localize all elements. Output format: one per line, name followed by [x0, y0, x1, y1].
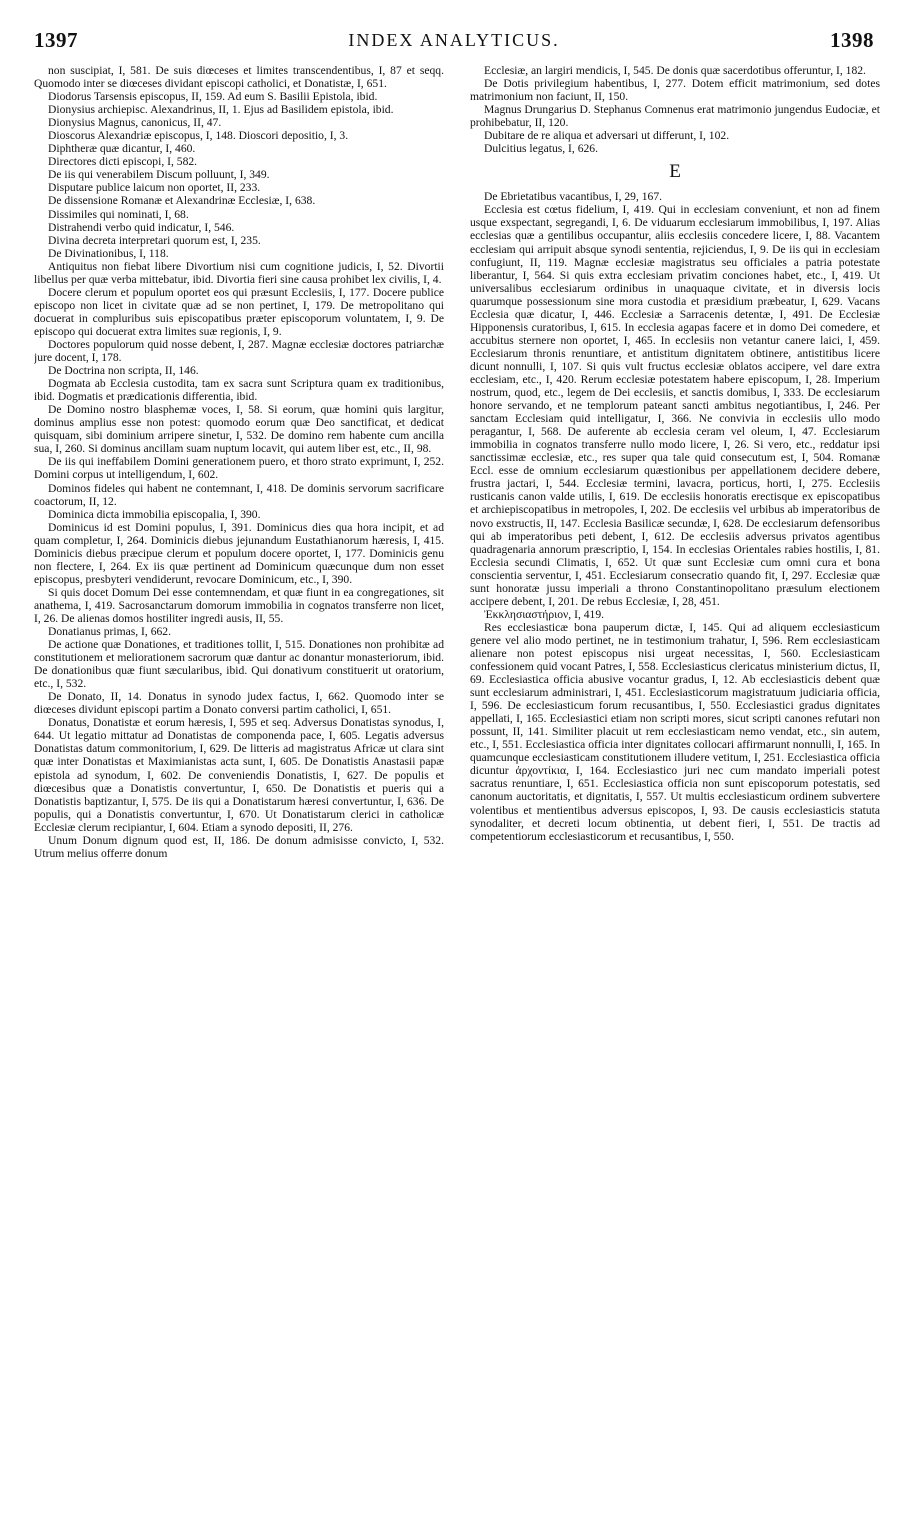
running-title: INDEX ANALYTICUS. [348, 30, 560, 50]
index-entry: De Donato, II, 14. Donatus in synodo judex factus, I, 662. Quomodo inter se diœceses dividunt episcopi partim a Donato conversi partim catholici, I, 651. [34, 690, 444, 717]
index-entry: Dominicus id est Domini populus, I, 391. Dominicus dies qua hora incipit, et ad quam completur, I, 264. Dominicis diebus jejunandum Eustathianorum hæresis, I, 415. Dominicis diebus præcipue clerum et populum docere oportet, I, 177. Dominicis genu non flectere, I, 264. Ex iis quæ pertinent ad Dominicum quæcunque dum non esset episcopus, presbyteri vendiderunt, revocare Dominicum, etc., I, 390. [34, 520, 444, 586]
index-entry: De actione quæ Donationes, et traditiones tollit, I, 515. Donationes non prohibitæ ad constitutionem et meliorationem sacrorum quæ dantur ac donantur monasteriorum, ibid. De donationibus quæ fiunt sæcularibus, ibid. Qui donativum constituerit ut oratorium, etc., I, 532. [34, 638, 444, 691]
page-header [34, 28, 874, 58]
index-entry: Dulcitius legatus, I, 626. [484, 142, 598, 156]
index-entry: Diphtheræ quæ dicantur, I, 460. [48, 142, 196, 156]
index-entry: De dissensione Romanæ et Alexandrinæ Ecclesiæ, I, 638. [48, 194, 316, 208]
index-entry: De iis qui ineffabilem Domini generationem puero, et thoro strato exprimunt, I, 252. Domini corpus ut intelligendum, I, 602. [34, 455, 444, 482]
index-entry: Dioscorus Alexandriæ episcopus, I, 148. Dioscori depositio, I, 3. [48, 129, 349, 143]
index-entry: Donatus, Donatistæ et eorum hæresis, I, 595 et seq. Adversus Donatistas synodus, I, 644. Ut legatio mittatur ad Donatistas de componenda pace, I, 605. Legatis adversus Donatistas datum commonitorium, I, 629. De litteris ad magistratus Africæ ut clara sint quæ inter Donatistas et Maximianistas acta sunt, I, 605. De Donatistis Anastasii papæ epistola ad synodum, I, 602. De conveniendis Donatistis, I, 627. De populis et diœcesibus quæ a Donatistis convertuntur, I, 650. De Donatistis et pueris qui a Donatistis baptizantur, I, 575. De iis qui a Donatistarum hæresi convertuntur, I, 636. De populis, qui a Donatistis convertuntur, I, 670. Ut Donatistarum clerici in catholicæ Ecclesiæ clerum recipiantur, I, 604. Etiam a synodo depositi, II, 276. [34, 716, 444, 834]
index-entry: Distrahendi verbo quid indicatur, I, 546. [48, 220, 235, 234]
index-entry: Dominos fideles qui habent ne contemnant, I, 418. De dominis servorum sacrificare coactorum, II, 12. [34, 481, 444, 508]
index-entry: De Divinationibus, I, 118. [48, 246, 169, 260]
index-entry: Res ecclesiasticæ bona pauperum dictæ, I, 145. Qui ad aliquem ecclesiasticum genere vel alio modo pertinet, ne in testimonium trahatur, I, 596. Rem ecclesiasticam alienare non potest episcopus nisi urgeat necessitas, I, 560. Ecclesiasticam confessionem quid vocant Patres, I, 558. Ecclesiasticus clericatus ministerium dictus, II, 69. Ecclesiastica officia abusive vocantur gradus, I, 12. Ab ecclesiasticis debent quæ sunt ecclesiarum administrari, I, 451. Ecclesiasticorum magistratuum judiciaria officia, I, 596. De ecclesiasticum forum recusantibus, I, 550. Ecclesiastici gradus dignitates appellati, I, 165. Ecclesiastici etiam non scripti mores, sicut scripti canones refutari non possunt, II, 141. Similiter placuit ut rem ecclesiasticam nemo vendat, etc., sin autem, etc., I, 551. Ecclesiastica officia inter dignitates collocari affirmarunt nonnulli, I, 165. In quamcunque ecclesiasticam constitutionem illudere vetitum, I, 251. Ecclesiastica officia dicuntur ἀρχοντίκια, I, 164. Ecclesiastico juri nec cum mandato imperiali potest sacratus renuntiare, I, 651. Ecclesiastica officia non sunt episcoporum potestatis, sed canonum auctoritatis, et dignitatis, I, 557. Ut multis ecclesiasticum ordinem subvertere volentibus et mentientibus adversus episcopos, I, 93. De causis ecclesiasticis statuta synodaliter, et decreti locum obtinentia, ut debent fieri, I, 551. De tractis ad competentiorum ecclesiasticorum et recusantibus, I, 550. [470, 620, 880, 843]
right-column-entries-d [470, 64, 880, 155]
index-entry: Divina decreta interpretari quorum est, I, 235. [48, 233, 261, 247]
index-entry: Magnus Drungarius D. Stephanus Comnenus erat matrimonio jungendus Eudociæ, et prohibebatur, II, 120. [470, 103, 880, 130]
index-entry: De Ebrietatibus vacantibus, I, 29, 167. [484, 190, 663, 204]
index-entry: Unum Donum dignum quod est, II, 186. De donum admisisse convicto, I, 532. Utrum melius offerre donum [34, 833, 444, 860]
left-column [34, 64, 444, 1532]
index-entry: Diodorus Tarsensis episcopus, II, 159. Ad eum S. Basilii Epistola, ibid. [48, 90, 378, 104]
index-entry: Dogmata ab Ecclesia custodita, tam ex sacra sunt Scriptura quam ex traditionibus, ibid. Dogmatis et prædicationis differentia, ibid. [34, 377, 444, 404]
index-entry: Ἐκκλησιαστήριον, I, 419. [484, 607, 605, 621]
index-entry: Dubitare de re aliqua et adversari ut differunt, I, 102. [484, 129, 730, 143]
right-column-entries-e [470, 190, 880, 842]
index-entry: non suscipiat, I, 581. De suis diœceses et limites transcendentibus, I, 87 et seqq. Quomodo inter se diœceses dividant episcopi catholici, et Donatistæ, I, 651. [34, 64, 444, 91]
index-entry: Antiquitus non fiebat libere Divortium nisi cum cognitione judicis, I, 52. Divortii libellus per quæ verba mittebatur, ibid. Divortia fieri sine causa prohibet lex civilis, I, 4. [34, 259, 444, 286]
index-entry: De Doctrina non scripta, II, 146. [48, 364, 199, 378]
index-entry: Directores dicti episcopi, I, 582. [48, 155, 198, 169]
left-page-number: 1397 [34, 28, 78, 52]
index-entry: Ecclesiæ, an largiri mendicis, I, 545. De donis quæ sacerdotibus offeruntur, I, 182. [484, 64, 866, 77]
right-page-number: 1398 [830, 28, 874, 52]
index-entry: Donatianus primas, I, 662. [48, 625, 172, 639]
index-entry: Disputare publice laicum non oportet, II, 233. [48, 181, 261, 195]
index-entry: De Dotis privilegium habentibus, I, 277. Dotem efficit matrimonium, sed dotes matrimonium non faciunt, II, 150. [470, 77, 880, 104]
index-entry: Ecclesia est cœtus fidelium, I, 419. Qui in ecclesiam conveniunt, et non ad finem usque exspectant, segregandi, I, 6. De viduarum ecclesiarum immobilibus, I, 197. Alias ecclesias quæ a gentilibus occupantur, aliis ecclesiis concedere licere, I, 88. Vacantem ecclesiam qui arripuit absque synodi sententia, rejiciendus, I, 9. De iis qui in ecclesiam confugiunt, II, 119. Magnæ ecclesiæ magistratus seu officiales a patria potestate liberantur, I, 564. Si quis extra ecclesiam privatim conciones habet, etc., I, 419. Ut universalibus ecclesiarum ordinibus in unaquaque civitate, et in diversis locis quarumque possessionum sine mora custodia et præsidium præbeatur, I, 629. Vacans Ecclesia quæ dicatur, I, 446. Ecclesiæ a Sarracenis detentæ, I, 491. De Ecclesiæ Hipponensis curatoribus, I, 615. In ecclesia agapas facere et in domo Dei comedere, et accubitus sternere non oportet, I, 465. In ecclesiis non vetantur canere laici, I, 459. Ecclesiarum thronis renuntiare, et antistitum dignitatem obtinere, antistitibus licere dicunt nonnulli, I, 107. Si quis vult fructus ecclesiæ oblatos accipere, vel dare extra ecclesiam, etc., I, 420. Rerum ecclesiæ potestatem habere episcopum, I, 28. Imperium nostrum, quod, etc., legem de Dei ecclesiis, et sanctis domibus, I, 333. De ecclesiarum honore servando, et ne templorum pateant sancti ambitus negotiantibus, I, 246. Per sanctam Ecclesiam quid intelligatur, I, 366. Ne convivia in ecclesiis ullo modo peragantur, I, 568. De auferente ab ecclesia ceram vel oleum, I, 47. Ecclesiarum immobilia in cognatos transferre nullo modo licere, I, 26. Si vero, etc., reddatur ipsi sanctissimæ ecclesiæ, etc., res super qua tale quid consecutum est, I, 504. Romanæ Eccl. esse de omnium ecclesiarum quæstionibus per appellationem decidere debere, frustra jactari, I, 544. Ecclesiæ termini, lavacra, porticus, horti, I, 275. Ecclesiis rusticanis canon valde utilis, I, 619. De ecclesiis honoratis erectisque ex episcopatibus et archiepiscopatibus in metropoles, I, 202. De ecclesiis vel urbibus ab imperatoribus de novo exstructis, II, 147. Ecclesia Basilicæ secundæ, I, 628. De ecclesiarum defensoribus qui ab imperatoribus peti debent, I, 612. De ecclesiis adversus privatos agentibus quadragenaria annorum præscriptio, I, 154. In ecclesias Orientales rabies hostilis, I, 81. Ecclesia secundi Climatis, I, 652. Ut quæ sunt Ecclesiæ cum omni cura et bona conscientia serventur, I, 451. Ecclesiarum consecratio quando fit, I, 297. Ecclesiæ quæ sunt honoratæ jussu imperiali a throno Constantinopolitano præsulum electionem accipere debent, I, 201. De rebus Ecclesiæ, I, 28, 451. [470, 203, 880, 608]
right-column [470, 64, 880, 1532]
index-entry: Dissimiles qui nominati, I, 68. [48, 207, 189, 221]
index-entry: Si quis docet Domum Dei esse contemnendam, et quæ fiunt in ea congregationes, sit anathema, I, 419. Sacrosanctarum domorum immobilia in cognatos transferre non licet, I, 26. De alienas domos hostiliter ingredi ausis, II, 55. [34, 585, 444, 625]
index-entry: De Domino nostro blasphemæ voces, I, 58. Si eorum, quæ homini quis largitur, dominus amplius esse non potest: quomodo eorum quæ Deo sanctificat, et dedicat quisquam, sibi dominium arripere sinetur, I, 532. De domino rem habente cum ancilla sua, I, 260. Si dominus ancillam suam nuptum locavit, qui autem liber est, etc., II, 98. [34, 403, 444, 456]
index-entry: Dionysius Magnus, canonicus, II, 47. [48, 116, 222, 130]
index-entry: De iis qui venerabilem Discum polluunt, I, 349. [48, 168, 270, 182]
index-entry: Dionysius archiepisc. Alexandrinus, II, 1. Ejus ad Basilidem epistola, ibid. [48, 103, 394, 117]
index-entry: Dominica dicta immobilia episcopalia, I, 390. [48, 507, 261, 521]
index-entry: Docere clerum et populum oportet eos qui præsunt Ecclesiis, I, 177. Docere publice episcopo non licet in civitate quæ ad se non pertinet, I, 179. De metropolitano qui docuerat in compluribus suis episcopatibus præter episcoporum voluntatem, I, 9. De episcopo qui docuerat extra limites suæ regionis, I, 9. [34, 285, 444, 338]
section-letter-heading: E [669, 161, 681, 183]
index-entry: Doctores populorum quid nosse debent, I, 287. Magnæ ecclesiæ doctores patriarchæ jure docent, I, 178. [34, 337, 444, 365]
